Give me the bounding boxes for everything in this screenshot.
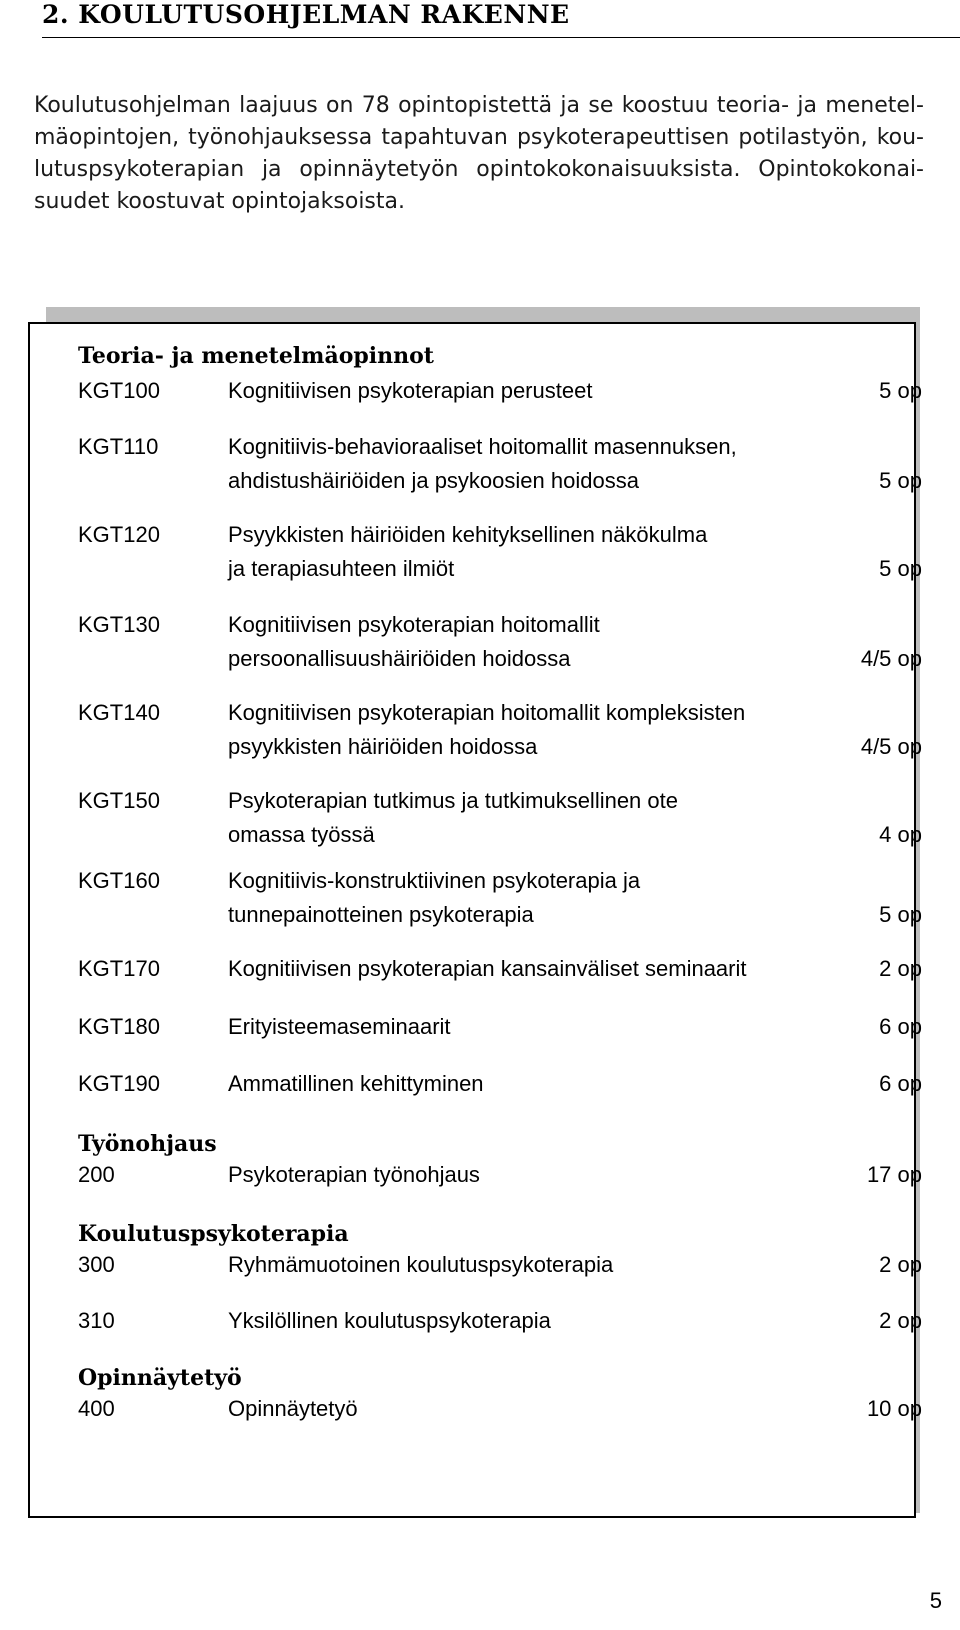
intro-line: suudet koostuvat opintojaksoista. (34, 189, 405, 214)
course-name: Psykoterapian työnohjaus (228, 1162, 480, 1187)
course-code: KGT110 (78, 434, 159, 459)
course-credits: 17 op (866, 1162, 922, 1187)
course-code: KGT170 (78, 956, 160, 981)
course-code: KGT140 (78, 700, 160, 725)
course-credits: 4/5 op (860, 734, 922, 759)
course-code: KGT160 (78, 868, 160, 893)
course-code: 310 (78, 1308, 115, 1333)
course-credits: 5 op (879, 902, 922, 927)
course-name: Kognitiivisen psykoterapian hoitomallit persoonallisuushäiriöiden hoidossa (228, 612, 600, 671)
page-number: 5 (929, 1588, 942, 1613)
course-credits: 2 op (879, 956, 922, 981)
course-name: Ryhmämuotoinen koulutuspsykoterapia (228, 1252, 614, 1277)
course-code: KGT120 (78, 522, 160, 547)
course-code: KGT100 (78, 378, 160, 403)
section-title-thesis: Opinnäytetyö (78, 1365, 242, 1391)
section-title-supervision: Työnohjaus (78, 1131, 217, 1157)
course-credits: 2 op (879, 1308, 922, 1333)
course-name: Erityisteemaseminaarit (228, 1014, 451, 1039)
course-code: KGT130 (78, 612, 160, 637)
course-name: Kognitiivis-konstruktiivinen psykoterapia ja tunnepainotteinen psykoterapia (228, 868, 641, 927)
intro-line: lutuspsykoterapian ja opinnäytetyön opintokokonaisuuksista. Opintokokonai- (34, 157, 924, 182)
course-credits: 6 op (879, 1014, 922, 1039)
course-credits: 5 op (879, 378, 922, 403)
course-credits: 2 op (879, 1252, 922, 1277)
course-credits: 5 op (879, 468, 922, 493)
section-title-training-psychotherapy: Koulutuspsykoterapia (78, 1221, 349, 1247)
course-name: Opinnäytetyö (228, 1396, 358, 1421)
course-name: Psyykkisten häiriöiden kehityksellinen näkökulma ja terapiasuhteen ilmiöt (228, 522, 708, 581)
course-credits: 4 op (879, 822, 922, 847)
course-credits: 10 op (866, 1396, 922, 1421)
course-code: 400 (78, 1396, 115, 1421)
course-name: Kognitiivisen psykoterapian kansainväliset seminaarit (228, 956, 747, 981)
course-name: Kognitiivis-behavioraaliset hoitomallit masennuksen, ahdistushäiriöiden ja psykoosien hoidossa (228, 434, 737, 493)
section-title-theory: Teoria- ja menetelmäopinnot (78, 343, 434, 369)
course-code: KGT180 (78, 1014, 160, 1039)
intro-line: Koulutusohjelman laajuus on 78 opintopistettä ja se koostuu teoria- ja menetel- (34, 93, 924, 118)
course-name: Ammatillinen kehittyminen (228, 1071, 484, 1096)
curriculum-box (28, 322, 922, 1518)
course-credits: 5 op (879, 556, 922, 581)
course-code: 200 (78, 1162, 115, 1187)
course-code: KGT150 (78, 788, 160, 813)
intro-paragraph (34, 90, 924, 218)
course-name: Psykoterapian tutkimus ja tutkimuksellinen ote omassa työssä (228, 788, 678, 847)
course-code: 300 (78, 1252, 115, 1277)
course-name: Kognitiivisen psykoterapian hoitomallit kompleksisten psyykkisten häiriöiden hoidossa (228, 700, 746, 759)
course-name: Yksilöllinen koulutuspsykoterapia (228, 1308, 551, 1333)
course-code: KGT190 (78, 1071, 160, 1096)
course-credits: 6 op (879, 1071, 922, 1096)
chapter-heading: 2. KOULUTUSOHJELMAN RAKENNE (42, 0, 960, 38)
course-name: Kognitiivisen psykoterapian perusteet (228, 378, 593, 403)
intro-line: mäopintojen, työnohjauksessa tapahtuvan psykoterapeuttisen potilastyön, kou- (34, 125, 924, 150)
course-credits: 4/5 op (860, 646, 922, 671)
